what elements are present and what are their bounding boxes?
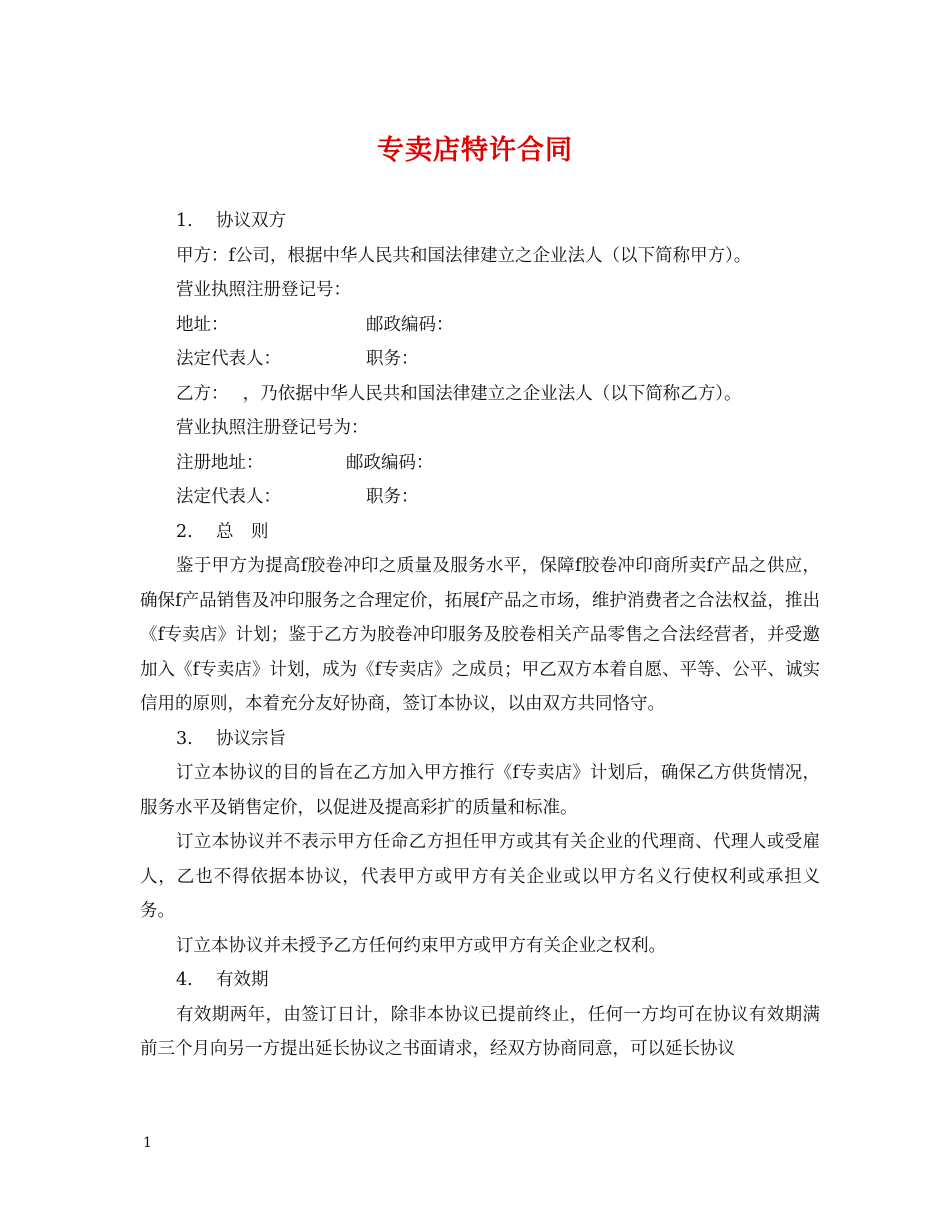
party-b-line: 乙方： ，乃依据中华人民共和国法律建立之企业法人（以下简称乙方）。	[176, 383, 742, 404]
heading-number: 4.	[176, 970, 193, 990]
title-label: 职务：	[366, 349, 419, 369]
party-a-license: 营业执照注册登记号：	[176, 280, 351, 300]
heading-text: 有效期	[216, 970, 269, 990]
party-a-line: 甲方：f公司，根据中华人民共和国法律建立之企业法人（以下简称甲方）。	[176, 245, 752, 266]
section-heading-3	[140, 722, 820, 757]
page-number: 1	[143, 1135, 152, 1151]
section-heading-2	[140, 515, 820, 550]
postcode-label: 邮政编码：	[346, 452, 434, 473]
party-b-address-row	[140, 446, 820, 481]
general-principles-paragraph: 鉴于甲方为提高f胶卷冲印之质量及服务水平，保障f胶卷冲印商所卖f产品之供应，确保f产品销售及冲印服务之合理定价，拓展f产品之市场，维护消费者之合法权益，推出《f专卖店》计划；鉴于乙方为胶卷冲印服务及胶卷相关产品零售之合法经营者，并受邀加入《f专卖店》计划，成为《f专卖店》之成员；甲乙双方本着自愿、平等、公平、诚实信用的原则，本着充分友好协商，签订本协议，以由双方共同恪守。	[140, 556, 820, 714]
section-heading-1	[140, 204, 820, 239]
heading-number: 1.	[176, 211, 193, 231]
title-label: 职务：	[366, 487, 419, 507]
heading-text: 协议双方	[216, 211, 286, 231]
party-b-license: 营业执照注册登记号为：	[176, 418, 369, 438]
party-a-address-row	[140, 308, 820, 343]
heading-text: 协议宗旨	[216, 728, 286, 749]
purpose-paragraph-3: 订立本协议并未授予乙方任何约束甲方或甲方有关企业之权利。	[176, 935, 666, 956]
rep-label: 法定代表人：	[176, 349, 281, 369]
party-b-rep-row	[140, 480, 820, 515]
validity-paragraph: 有效期两年，由签订日计，除非本协议已提前终止，任何一方均可在协议有效期满前三个月向另一方提出延长协议之书面请求，经双方协商同意，可以延长协议	[140, 1004, 820, 1059]
document-body	[140, 204, 820, 1067]
party-a-rep-row	[140, 342, 820, 377]
heading-number: 2.	[176, 521, 193, 542]
heading-number: 3.	[176, 728, 193, 749]
address-label: 注册地址：	[176, 452, 264, 473]
heading-text: 总 则	[216, 521, 269, 542]
purpose-paragraph-1: 订立本协议的目的旨在乙方加入甲方推行《f专卖店》计划后，确保乙方供货情况，服务水平及销售定价，以促进及提高彩扩的质量和标准。	[140, 763, 820, 818]
address-label: 地址：	[176, 314, 229, 335]
postcode-label: 邮政编码：	[366, 314, 454, 335]
purpose-paragraph-2: 订立本协议并不表示甲方任命乙方担任甲方或其有关企业的代理商、代理人或受雇人，乙也不得依据本协议，代表甲方或甲方有关企业或以甲方名义行使权利或承担义务。	[140, 832, 820, 921]
document-title: 专卖店特许合同	[377, 135, 573, 166]
rep-label: 法定代表人：	[176, 487, 281, 507]
section-heading-4	[140, 963, 820, 998]
